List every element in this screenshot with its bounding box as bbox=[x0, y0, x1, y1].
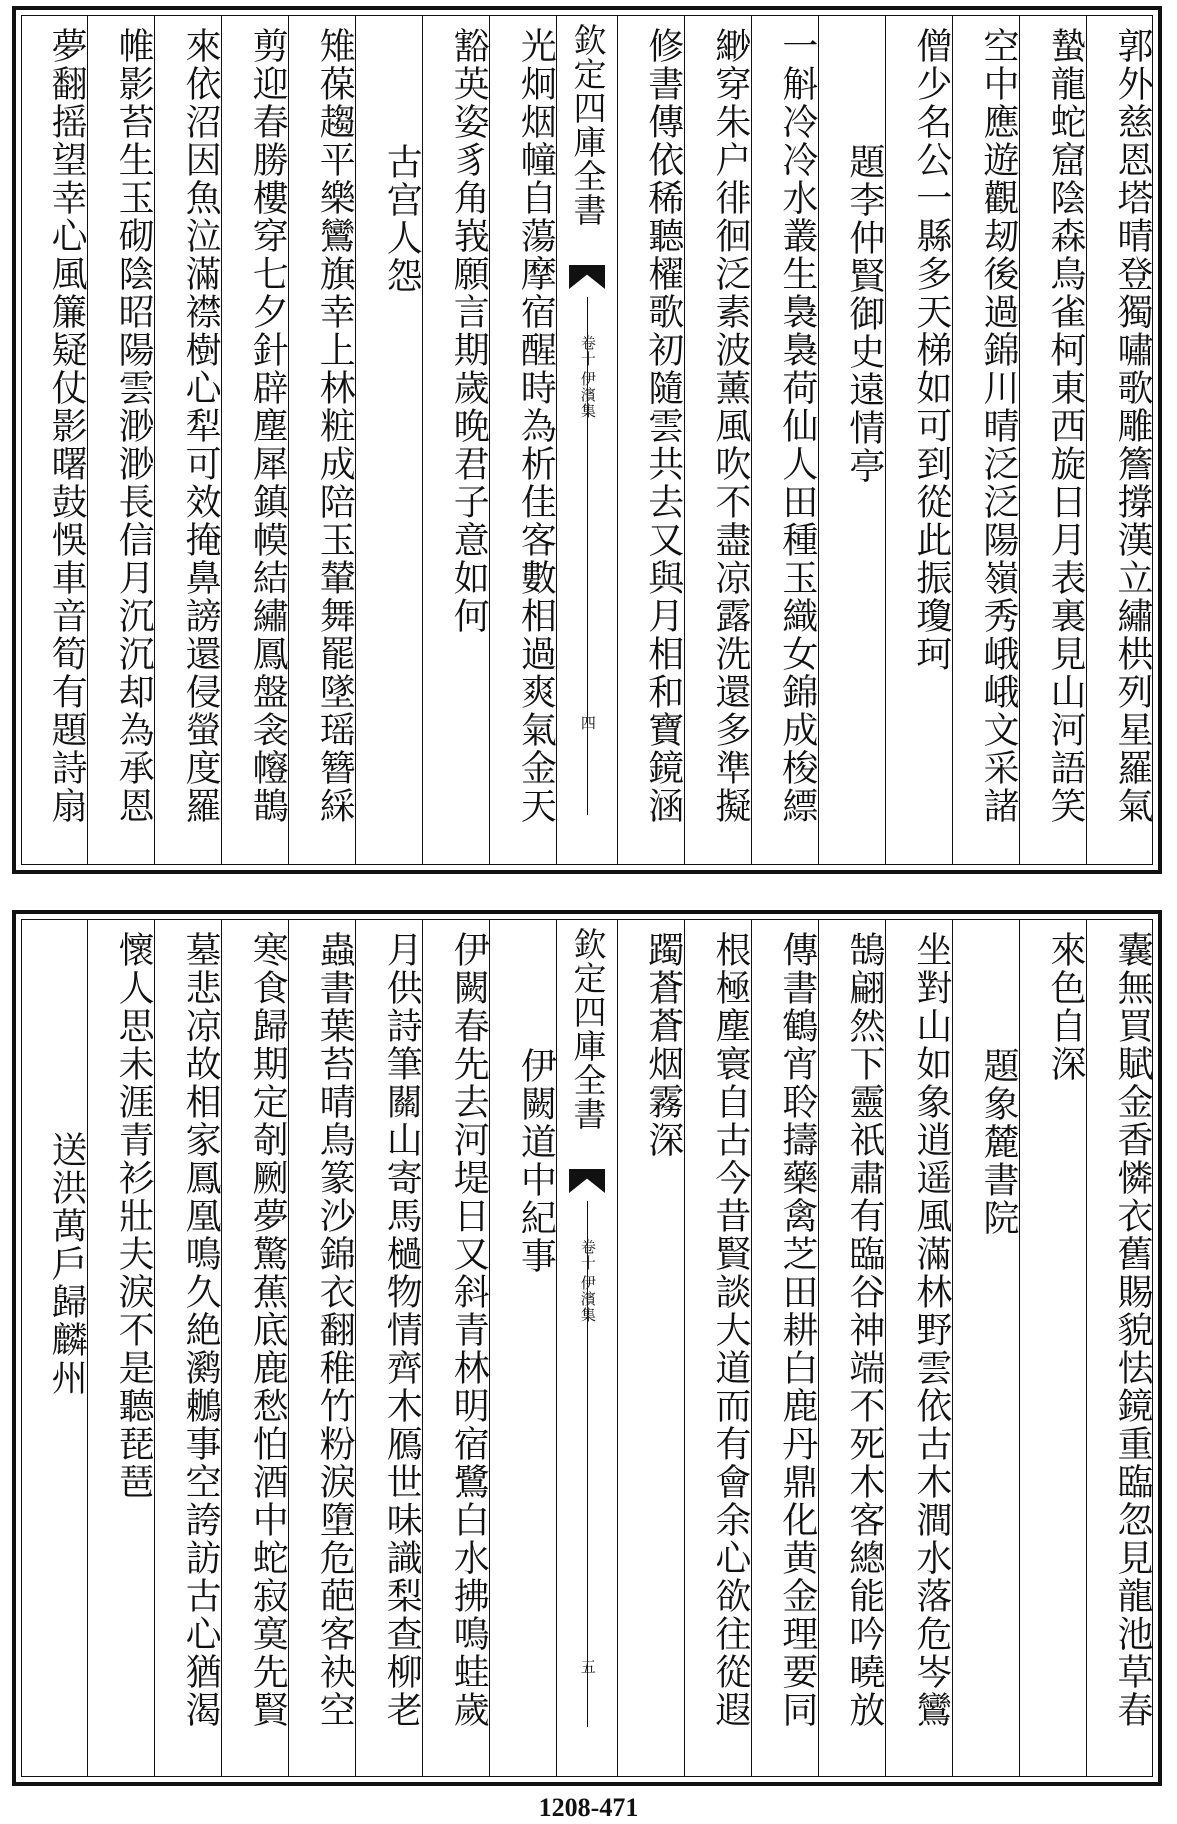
center-colophon bbox=[578, 335, 596, 419]
text-column: 坐對山如象逍遥風滿林野雲依古木澗水落危岑鸞 bbox=[885, 919, 952, 1777]
text-column: 帷影苔生玉砌陰昭陽雲渺渺長信月沉沉却為承恩 bbox=[87, 15, 154, 865]
top-page-frame bbox=[12, 6, 1162, 874]
text-column: 伊闕春先去河堤日又斜青林明宿鷺白水拂鳴蛙歲 bbox=[422, 919, 489, 1777]
poem-title: 古宫人怨 bbox=[355, 15, 422, 865]
text-column: 修書傳依稀聽櫂歌初隨雲共去又與月相和寶鏡涵 bbox=[617, 15, 684, 865]
text-column: 光炯烟幢自蕩摩宿醒時為析佳客數相過爽氣金天 bbox=[489, 15, 556, 865]
top-page-columns bbox=[21, 15, 1153, 865]
fishtail-mark-icon bbox=[569, 265, 605, 289]
text-column: 傳書鶴宵聆擣藥禽芝田耕白鹿丹鼎化黄金理要同 bbox=[751, 919, 818, 1777]
text-column: 根極塵寰自古今昔賢談大道而有會余心欲往從遐 bbox=[684, 919, 751, 1777]
text-column: 雉葆趨平樂鸞旗幸上林粧成陪玉輦舞罷墜瑶簪綵 bbox=[288, 15, 355, 865]
catalog-number: 1208-471 bbox=[538, 1793, 639, 1822]
volume-label: 卷十 bbox=[578, 1239, 597, 1271]
volume-label: 卷十 bbox=[578, 335, 597, 367]
poem-title: 題李仲賢御史遠情亭 bbox=[818, 15, 885, 865]
bottom-page-columns bbox=[21, 919, 1153, 1777]
text-column: 月供詩筆關山寄馬檛物情齊木鴈世味識梨查柳老 bbox=[355, 919, 422, 1777]
bottom-page-frame bbox=[12, 910, 1162, 1786]
text-column: 蟲書葉苔晴鳥篆沙錦衣翻稚竹粉淚墮危葩客袂空 bbox=[288, 919, 355, 1777]
text-column: 囊無買賦金香憐衣舊賜貌怯鏡重臨忽見龍池草春 bbox=[1086, 919, 1153, 1777]
text-column: 懷人思未涯青衫壯夫淚不是聽琵琶 bbox=[87, 919, 154, 1777]
collection-name: 伊濱集 bbox=[578, 371, 597, 419]
page-number: 四 bbox=[578, 715, 597, 732]
center-fold bbox=[556, 15, 616, 865]
text-column: 墓悲凉故相家鳳凰鳴久絶㶉鶒事空誇訪古心猶渴 bbox=[154, 919, 221, 1777]
poem-title: 送洪萬戶歸麟州 bbox=[46, 1131, 88, 1397]
text-column: 豁英姿豸角峩願言期歲晚君子意如何 bbox=[422, 15, 489, 865]
text-column: 剪迎春勝樓穿七夕針辟塵犀鎮幙結繡鳳盤衾㡧鵲 bbox=[221, 15, 288, 865]
poem-title: 題象麓書院 bbox=[952, 919, 1019, 1777]
text-column: 躅蒼蒼烟霧深 bbox=[617, 919, 684, 1777]
center-fold bbox=[556, 919, 616, 1777]
text-column: 緲穿朱户徘徊泛素波薰風吹不盡凉露洗還多準擬 bbox=[684, 15, 751, 865]
text-column: 夢翻摇望幸心風簾疑仗影曙鼓悞車音筍有題詩扇 bbox=[46, 27, 88, 825]
text-column: 郭外慈恩塔晴登獨嘯歌雕簷撐漢立繡栱列星羅氣 bbox=[1086, 15, 1153, 865]
book-title: 欽定四庫全書 bbox=[568, 23, 608, 227]
book-title: 欽定四庫全書 bbox=[568, 927, 608, 1131]
text-column: 來色自深 bbox=[1019, 919, 1086, 1777]
collection-name: 伊濱集 bbox=[578, 1275, 597, 1323]
fishtail-mark-icon bbox=[569, 1169, 605, 1193]
page-number: 五 bbox=[578, 1659, 597, 1676]
text-column: 一斛冷冷水叢生裊裊荷仙人田種玉織女錦成梭縹 bbox=[751, 15, 818, 865]
text-column: 空中應遊觀刼後過錦川晴泛泛陽嶺秀峨峨文采諸 bbox=[952, 15, 1019, 865]
poem-title: 伊闕道中紀事 bbox=[489, 919, 556, 1777]
text-column: 鵠翩然下靈祇肅有臨谷神端不死木客總能吟曉放 bbox=[818, 919, 885, 1777]
text-column: 僧少名公一縣多天梯如可到從此振瓊珂 bbox=[885, 15, 952, 865]
text-column: 來依沼因魚泣滿襟樹心犁可效掩鼻謗還侵螢度羅 bbox=[154, 15, 221, 865]
text-column: 蟄龍蛇窟陰森鳥雀柯東西旋日月表裏見山河語笑 bbox=[1019, 15, 1086, 865]
text-column: 寒食歸期定剞劂夢驚蕉底鹿愁怕酒中蛇寂寞先賢 bbox=[221, 919, 288, 1777]
center-colophon bbox=[578, 1239, 596, 1323]
